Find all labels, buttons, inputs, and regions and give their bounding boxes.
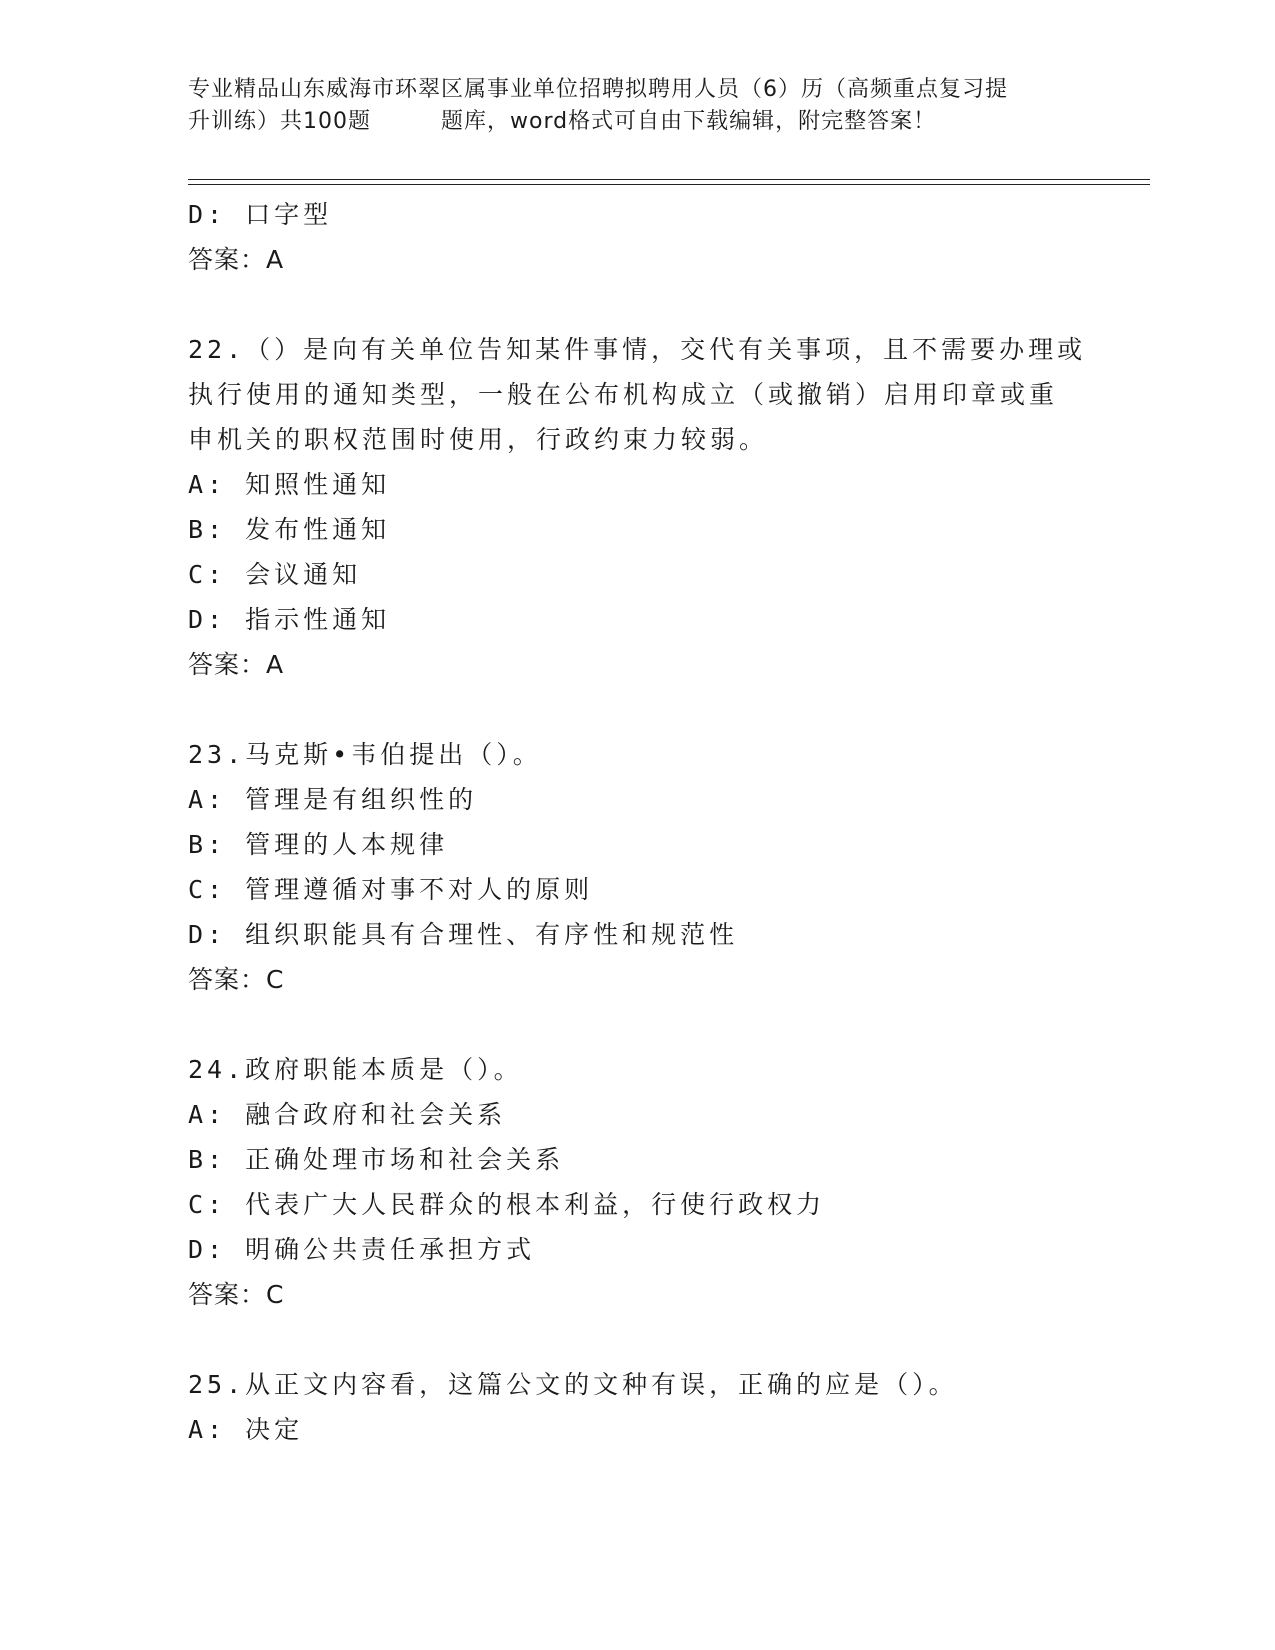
document-body <box>188 192 1088 1452</box>
header-rule-top <box>188 179 1150 180</box>
question-23-answer: 答案：C <box>188 965 285 994</box>
question-22-text <box>188 327 1087 462</box>
prev-option-d: D: 口字型 <box>188 200 333 229</box>
spacer <box>188 687 1088 732</box>
question-22-row-3: 申机关的职权范围时使用，行政约束力较弱。 <box>188 425 769 454</box>
spacer <box>188 1317 1088 1362</box>
question-25-option-a: A: 决定 <box>188 1415 304 1444</box>
question-24-option-c: C: 代表广大人民群众的根本利益，行使行政权力 <box>188 1190 826 1219</box>
question-24-option-a: A: 融合政府和社会关系 <box>188 1100 507 1129</box>
question-23-option-b: B: 管理的人本规律 <box>188 830 449 859</box>
question-22-option-c: C: 会议通知 <box>188 560 362 589</box>
question-22-row-1: 22.（）是向有关单位告知某件事情，交代有关事项，且不需要办理或 <box>188 335 1087 364</box>
question-23-option-a: A: 管理是有组织性的 <box>188 785 478 814</box>
prev-answer: 答案：A <box>188 245 285 274</box>
question-22-option-b: B: 发布性通知 <box>188 515 391 544</box>
question-24-text: 24.政府职能本质是（）。 <box>188 1055 523 1084</box>
header-line-2 <box>188 106 1088 138</box>
question-22-option-a: A: 知照性通知 <box>188 470 391 499</box>
question-22-option-d: D: 指示性通知 <box>188 605 391 634</box>
question-23-option-d: D: 组织职能具有合理性、有序性和规范性 <box>188 920 739 949</box>
question-24-option-d: D: 明确公共责任承担方式 <box>188 1235 536 1264</box>
question-24-answer: 答案：C <box>188 1280 285 1309</box>
question-25-text: 25.从正文内容看，这篇公文的文种有误，正确的应是（）。 <box>188 1370 958 1399</box>
header-line-2-part-2: 题库，word格式可自由下载编辑，附完整答案！ <box>441 109 937 134</box>
question-24-option-b: B: 正确处理市场和社会关系 <box>188 1145 565 1174</box>
question-22-row-2: 执行使用的通知类型，一般在公布机构成立（或撤销）启用印章或重 <box>188 380 1059 409</box>
header-line-1: 专业精品山东威海市环翠区属事业单位招聘拟聘用人员（6）历（高频重点复习提 <box>188 77 1008 102</box>
question-23-text: 23.马克斯•韦伯提出（）。 <box>188 740 542 769</box>
spacer <box>188 282 1088 327</box>
question-22-answer: 答案：A <box>188 650 285 679</box>
question-23-option-c: C: 管理遵循对事不对人的原则 <box>188 875 594 904</box>
header-line-2-part-1: 升训练）共100题 <box>188 109 371 134</box>
spacer <box>188 1002 1088 1047</box>
header-rule-bottom <box>188 184 1150 185</box>
page-header <box>188 74 1088 138</box>
